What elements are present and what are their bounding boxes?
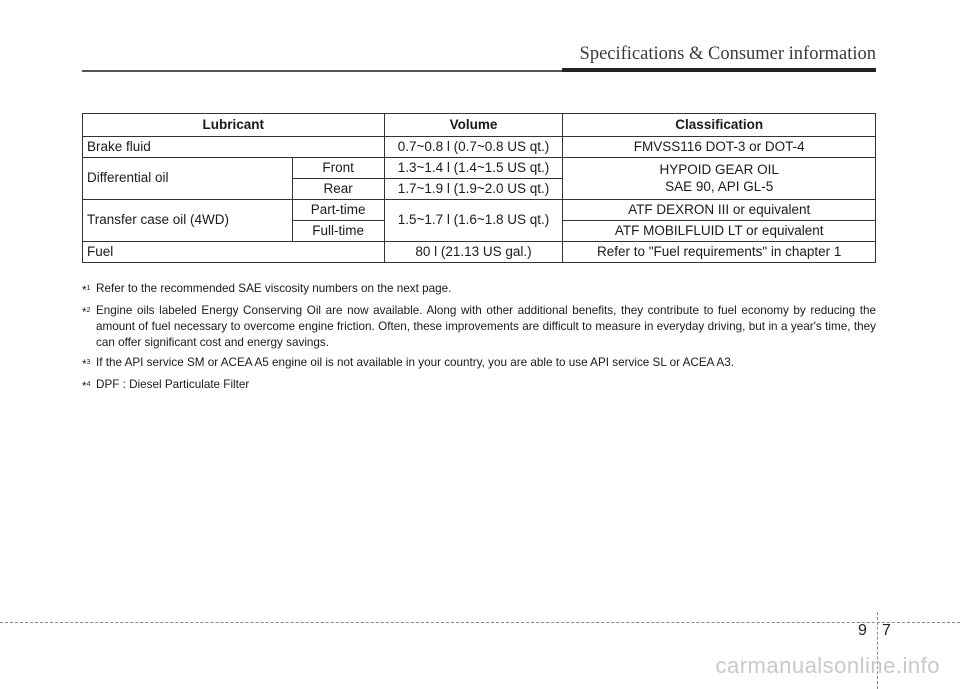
header-volume: Volume bbox=[384, 114, 563, 137]
cell-classification: Refer to "Fuel requirements" in chapter 1 bbox=[563, 242, 876, 263]
table-row-brake-fluid bbox=[83, 137, 876, 158]
cell-sub-label: Full-time bbox=[292, 221, 384, 242]
section-title: Specifications & Consumer information bbox=[579, 44, 876, 64]
cell-classification: FMVSS116 DOT-3 or DOT-4 bbox=[563, 137, 876, 158]
cell-classification: ATF MOBILFLUID LT or equivalent bbox=[563, 221, 876, 242]
classification-line: SAE 90, API GL-5 bbox=[665, 178, 774, 194]
header-rule-accent bbox=[562, 68, 876, 72]
cell-classification bbox=[563, 158, 876, 200]
cell-volume: 1.5~1.7 l (1.6~1.8 US qt.) bbox=[384, 200, 563, 242]
cell-volume: 0.7~0.8 l (0.7~0.8 US qt.) bbox=[384, 137, 563, 158]
footnote-text: Engine oils labeled Energy Conserving Oil are now available. Along with other additional benefits, they contribute to fuel economy by reducing the amount of fuel necessary to overcome engine friction. Often, these improvements are difficult to measure in everyday driving, but in a year's time, they can offer significant cost and energy savings. bbox=[96, 304, 876, 349]
cell-classification: ATF DEXRON III or equivalent bbox=[563, 200, 876, 221]
classification-line: HYPOID GEAR OIL bbox=[659, 161, 779, 177]
table-row-differential-front bbox=[83, 158, 876, 179]
footnote-text: Refer to the recommended SAE viscosity numbers on the next page. bbox=[96, 282, 452, 295]
page-number: 7 bbox=[882, 622, 891, 639]
table-row-transfer-parttime bbox=[83, 200, 876, 221]
cell-sub-label: Part-time bbox=[292, 200, 384, 221]
footnote bbox=[82, 303, 876, 351]
cell-volume: 1.7~1.9 l (1.9~2.0 US qt.) bbox=[384, 179, 563, 200]
footnote-text: If the API service SM or ACEA A5 engine oil is not available in your country, you are able to use API service SL or ACEA A3. bbox=[96, 356, 734, 369]
chapter-number: 9 bbox=[858, 622, 867, 639]
footnote bbox=[82, 377, 876, 395]
footnote-marker: *$^1$ bbox=[82, 284, 91, 297]
cell-volume: 1.3~1.4 l (1.4~1.5 US qt.) bbox=[384, 158, 563, 179]
footnote-marker: *$^4$ bbox=[82, 380, 91, 393]
cell-sub-label: Rear bbox=[292, 179, 384, 200]
cell-lubricant: Fuel bbox=[83, 242, 385, 263]
footnote-text: DPF : Diesel Particulate Filter bbox=[96, 378, 250, 391]
footer-dashed-rule bbox=[0, 622, 960, 623]
footnote-marker: *$^2$ bbox=[82, 306, 91, 319]
table-row-fuel bbox=[83, 242, 876, 263]
footnote bbox=[82, 281, 876, 299]
cell-lubricant: Differential oil bbox=[83, 158, 293, 200]
lubricant-spec-table bbox=[82, 113, 876, 263]
cell-lubricant: Transfer case oil (4WD) bbox=[83, 200, 293, 242]
cell-volume: 80 l (21.13 US gal.) bbox=[384, 242, 563, 263]
header-lubricant: Lubricant bbox=[83, 114, 385, 137]
cell-sub-label: Front bbox=[292, 158, 384, 179]
header-classification: Classification bbox=[563, 114, 876, 137]
cell-lubricant: Brake fluid bbox=[83, 137, 385, 158]
footnote-marker: *$^3$ bbox=[82, 358, 91, 371]
site-watermark: carmanualsonline.info bbox=[715, 653, 940, 678]
footnote bbox=[82, 355, 876, 373]
table-header-row bbox=[83, 114, 876, 137]
footnotes bbox=[82, 281, 876, 399]
